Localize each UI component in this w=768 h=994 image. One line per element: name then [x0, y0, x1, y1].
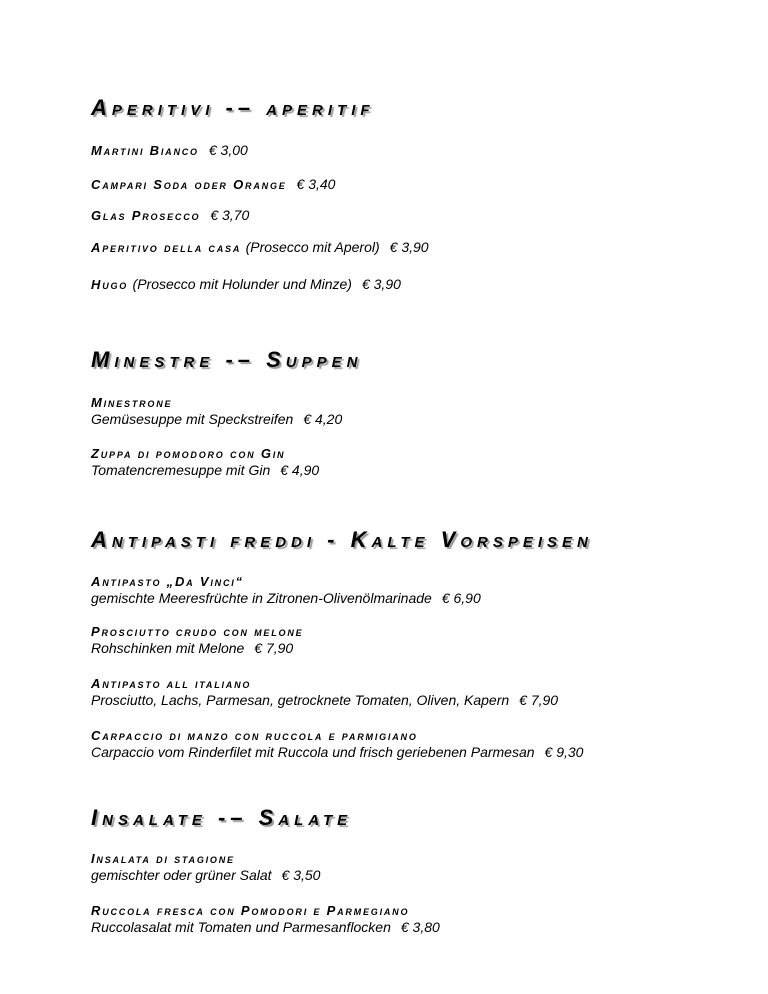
- item-description: gemischter oder grüner Salat: [91, 867, 272, 883]
- item-name: Insalata di stagione: [91, 851, 235, 866]
- section-title: Antipasti freddi - Kalte Vorspeisen: [91, 527, 593, 552]
- item-price: € 9,30: [544, 744, 584, 760]
- section-minestre: [91, 348, 362, 372]
- item-description: gemischte Meeresfrüchte in Zitronen-Olivenölmarinade: [91, 590, 432, 606]
- item-name: Prosciutto crudo con melone: [91, 624, 304, 639]
- item-description: Tomatencremesuppe mit Gin: [91, 462, 271, 478]
- menu-item: [91, 676, 558, 710]
- menu-item: [91, 446, 319, 480]
- item-price: € 3,40: [296, 176, 336, 192]
- section-title: Minestre -– Suppen: [91, 347, 363, 372]
- item-price: € 7,90: [519, 692, 559, 708]
- menu-item: [91, 624, 303, 658]
- menu-item: [91, 276, 401, 294]
- item-description: Rohschinken mit Melone: [91, 640, 245, 656]
- item-description: Ruccolasalat mit Tomaten und Parmesanflocken: [91, 919, 391, 935]
- item-description: Prosciutto, Lachs, Parmesan, getrocknete Tomaten, Oliven, Kapern: [91, 692, 510, 708]
- section-aperitivi: [91, 96, 375, 120]
- item-price: € 4,90: [280, 462, 320, 478]
- menu-item: [91, 207, 249, 225]
- menu-item: [91, 239, 429, 257]
- section-title: Aperitivi -– aperitif: [91, 95, 375, 120]
- menu-item: [91, 142, 248, 160]
- item-name: Martini Bianco: [91, 143, 199, 158]
- menu-item: [91, 903, 440, 937]
- item-name: Carpaccio di manzo con ruccola e parmigiano: [91, 728, 418, 743]
- item-name: Campari Soda oder Orange: [91, 177, 287, 192]
- section-insalate: [91, 806, 352, 830]
- item-price: € 6,90: [441, 590, 481, 606]
- item-price: € 3,80: [400, 919, 440, 935]
- section-antipasti: [91, 528, 593, 552]
- item-name: Hugo: [91, 277, 129, 292]
- item-price: € 7,90: [254, 640, 294, 656]
- menu-item: [91, 574, 481, 608]
- item-price: € 3,00: [208, 142, 248, 158]
- item-name: Minestrone: [91, 395, 173, 410]
- item-price: € 3,90: [389, 239, 429, 255]
- item-name: Antipasto all italiano: [91, 676, 252, 691]
- menu-item: [91, 728, 583, 762]
- menu-item: [91, 851, 320, 885]
- item-price: € 3,70: [210, 207, 250, 223]
- item-name: Zuppa di pomodoro con Gin: [91, 446, 286, 461]
- item-note: (Prosecco mit Aperol): [245, 239, 380, 255]
- item-name: Aperitivo della casa: [91, 240, 242, 255]
- item-name: Ruccola fresca con Pomodori e Parmegiano: [91, 903, 410, 918]
- menu-item: [91, 176, 335, 194]
- item-price: € 3,50: [281, 867, 321, 883]
- item-price: € 3,90: [361, 276, 401, 292]
- item-name: Glas Prosecco: [91, 208, 201, 223]
- menu-item: [91, 395, 342, 429]
- item-name: Antipasto „Da Vinci“: [91, 574, 244, 589]
- item-price: € 4,20: [303, 411, 343, 427]
- section-title: Insalate -– Salate: [91, 805, 353, 830]
- item-note: (Prosecco mit Holunder und Minze): [132, 276, 352, 292]
- item-description: Gemüsesuppe mit Speckstreifen: [91, 411, 294, 427]
- item-description: Carpaccio vom Rinderfilet mit Ruccola und frisch geriebenen Parmesan: [91, 744, 535, 760]
